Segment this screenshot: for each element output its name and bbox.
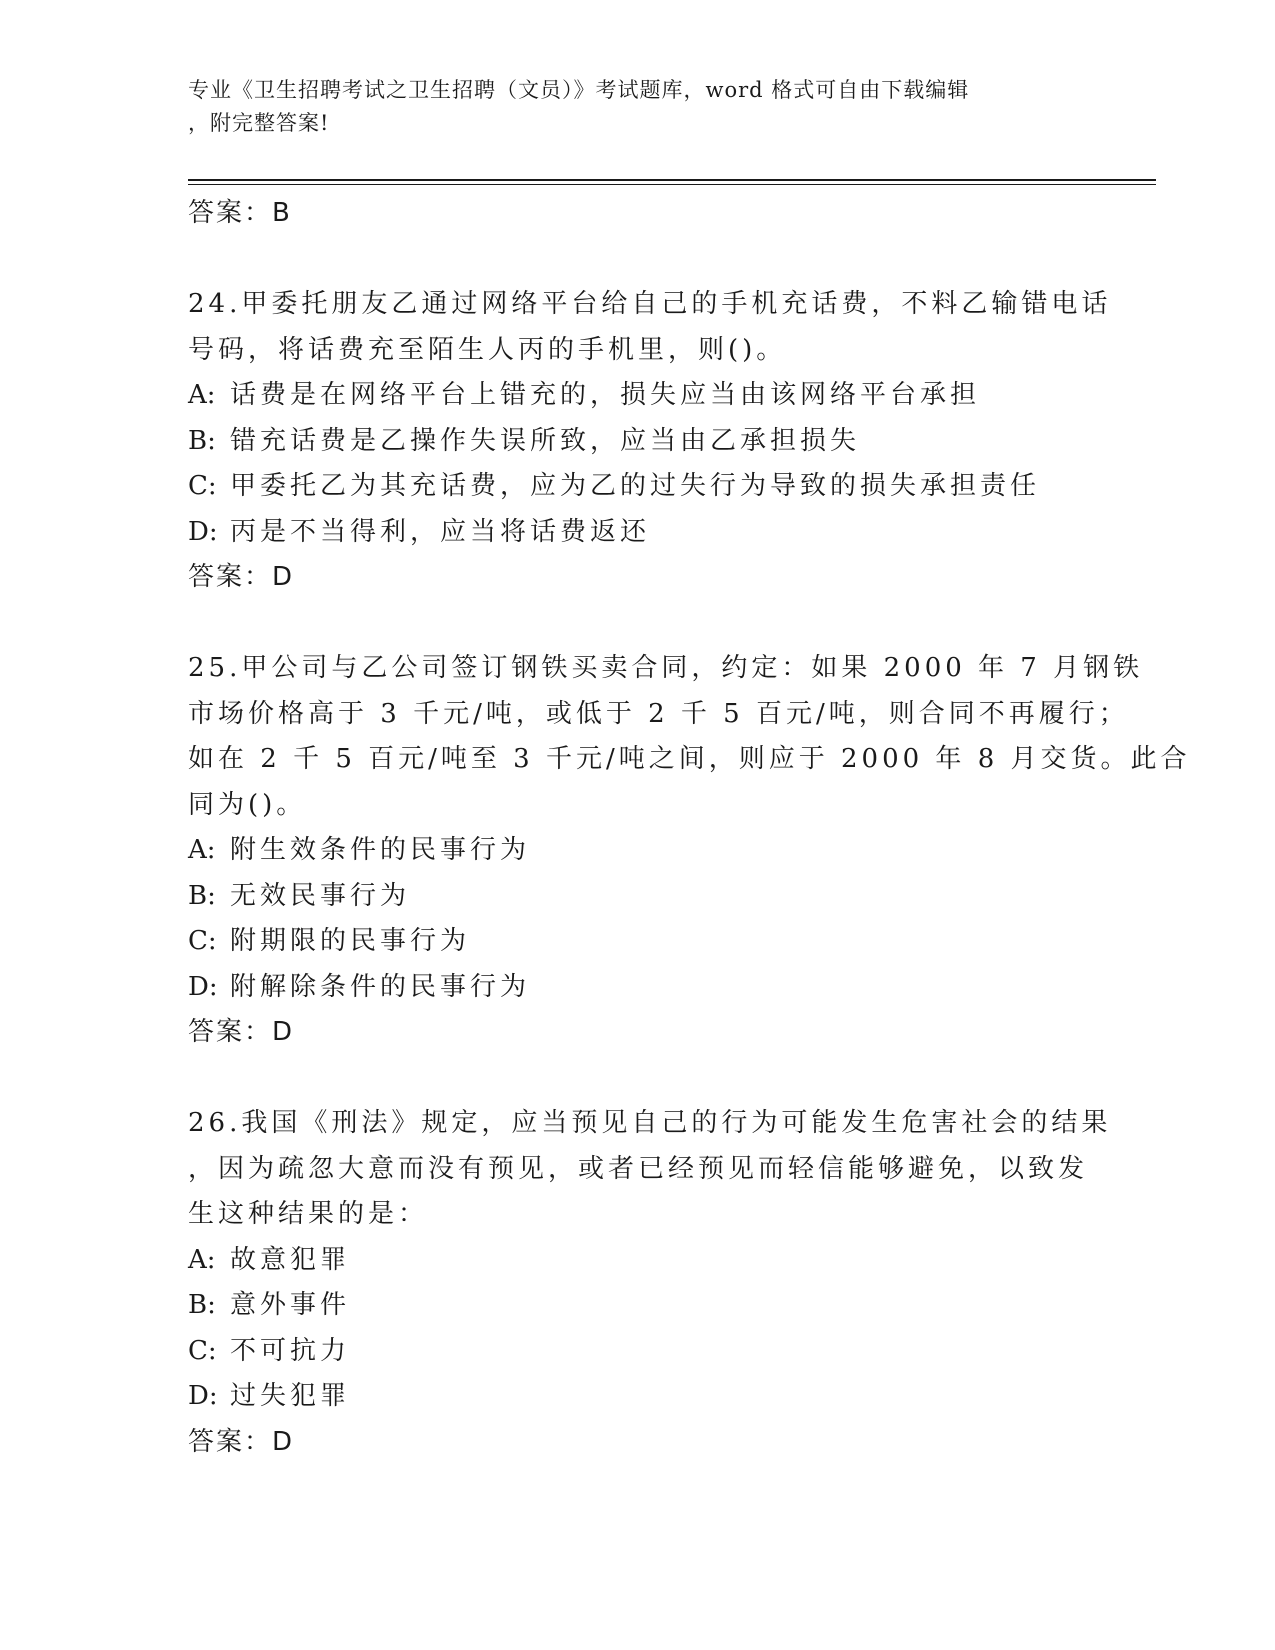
option-c <box>188 1329 1088 1375</box>
option-text: 附解除条件的民事行为 <box>230 971 531 1002</box>
question-stem-line: 生这种结果的是： <box>188 1199 429 1229</box>
option-text: 附生效条件的民事行为 <box>230 835 531 865</box>
option-c <box>188 464 1088 510</box>
option-key: C: <box>188 926 217 956</box>
option-text: 不可抗力 <box>230 1335 351 1366</box>
option-d <box>188 510 1088 556</box>
option-b <box>188 874 1088 920</box>
option-text: 话费是在网络平台上错充的，损失应当由该网络平台承担 <box>230 380 981 410</box>
option-a <box>188 1238 1088 1284</box>
option-text: 过失犯罪 <box>230 1381 351 1411</box>
header-line-1: 专业《卫生招聘考试之卫生招聘（文员）》考试题库，word 格式可自由下载编辑 <box>188 78 970 102</box>
option-key: B: <box>188 1290 216 1320</box>
option-key: A: <box>188 835 216 865</box>
option-text: 故意犯罪 <box>230 1244 351 1275</box>
option-d <box>188 1374 1088 1420</box>
option-key: C: <box>188 1335 217 1366</box>
option-key: D: <box>188 1381 218 1411</box>
option-key: C: <box>188 471 217 501</box>
header-divider-thin <box>188 184 1156 185</box>
option-d <box>188 965 1088 1011</box>
option-a <box>188 828 1088 874</box>
option-text: 附期限的民事行为 <box>230 926 471 956</box>
option-key: A: <box>188 380 216 410</box>
answer-line: 答案：D <box>188 1426 295 1457</box>
option-key: B: <box>188 880 216 911</box>
answer-line: 答案：D <box>188 562 295 592</box>
answer-line: 答案：D <box>188 1017 295 1047</box>
question-stem-line: 26.我国《刑法》规定，应当预见自己的行为可能发生危害社会的结果 <box>188 1108 1112 1138</box>
option-text: 丙是不当得利，应当将话费返还 <box>230 516 651 547</box>
question-stem-line: 25.甲公司与乙公司签订钢铁买卖合同，约定：如果 2000 年 7 月钢铁 <box>188 653 1144 683</box>
option-a <box>188 373 1088 419</box>
question-stem-line: 号码，将话费充至陌生人丙的手机里，则()。 <box>188 334 787 365</box>
question-stem-line: 市场价格高于 3 千元/吨，或低于 2 千 5 百元/吨，则合同不再履行； <box>188 698 1129 729</box>
option-text: 甲委托乙为其充话费，应为乙的过失行为导致的损失承担责任 <box>230 471 1041 501</box>
question-stem-line: 如在 2 千 5 百元/吨至 3 千元/吨之间，则应于 2000 年 8 月交货。此合 <box>188 744 1191 774</box>
question-content <box>188 191 1191 1465</box>
option-b <box>188 419 1088 465</box>
option-key: D: <box>188 971 218 1002</box>
option-text: 无效民事行为 <box>230 880 411 911</box>
option-b <box>188 1283 1088 1329</box>
question-block <box>188 282 1112 601</box>
question-stem-line: ，因为疏忽大意而没有预见，或者已经预见而轻信能够避免，以致发 <box>188 1153 1089 1184</box>
option-c <box>188 919 1088 965</box>
option-key: B: <box>188 425 216 456</box>
document-header <box>188 74 1068 140</box>
option-key: D: <box>188 516 218 547</box>
question-stem-line: 24.甲委托朋友乙通过网络平台给自己的手机充话费，不料乙输错电话 <box>188 289 1112 319</box>
question-block <box>188 1101 1112 1465</box>
option-text: 意外事件 <box>230 1290 351 1320</box>
option-key: A: <box>188 1244 216 1275</box>
question-stem-line: 同为()。 <box>188 789 307 820</box>
header-divider <box>188 179 1156 181</box>
header-line-2: ，附完整答案! <box>188 111 330 135</box>
previous-answer: 答案：B <box>188 198 292 228</box>
question-block <box>188 646 1191 1056</box>
option-text: 错充话费是乙操作失误所致，应当由乙承担损失 <box>230 425 861 456</box>
